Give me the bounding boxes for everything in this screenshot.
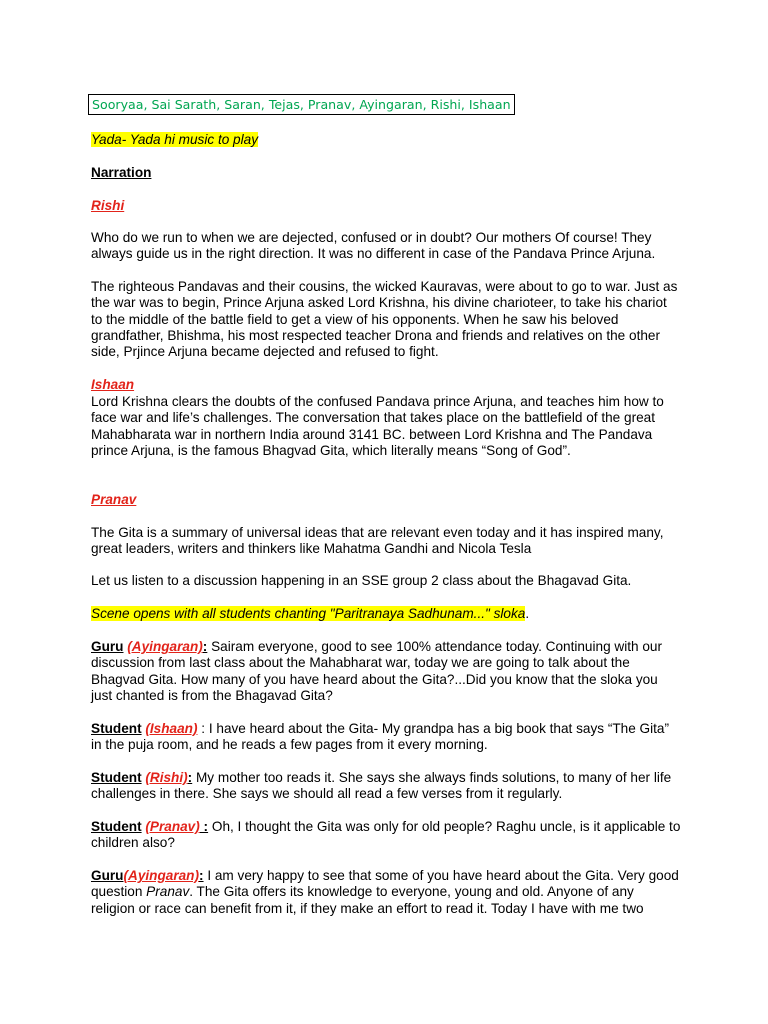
role-label: Student: [91, 770, 142, 785]
speaker-pranav-label: Pranav: [91, 492, 137, 507]
paragraph-pranav-2: Let us listen to a discussion happening in an SSE group 2 class about the Bhagavad Gita.: [91, 573, 632, 588]
paragraph-pranav-1: The Gita is a summary of universal ideas that are relevant even today and it has inspired many, great leaders, writers and thinkers like Mahatma Gandhi and Nicola Tesla: [91, 525, 664, 557]
actor-name: (Pranav): [145, 819, 200, 834]
music-cue: [91, 132, 681, 148]
speaker-ishaan-label: Ishaan: [91, 377, 135, 392]
role-colon: :: [202, 639, 208, 654]
role-colon: :: [187, 770, 193, 785]
role-label: Student: [91, 819, 142, 834]
dialogue-text: : I have heard about the Gita- My grandpa has a big book that says “The Gita” in the puja room, and he reads a few pages from it every morning.: [91, 721, 670, 753]
paragraph-rishi-2: The righteous Pandavas and their cousins, the wicked Kauravas, were about to go to war. Just as the war was to begin, Prince Arjuna asked Lord Krishna, his divine charioteer, to take his chariot to the middle of the battle field to get a view of his opponents. When he saw his beloved grandfather, Bhishma, his most respected teacher Drona and friends and relatives on the other side, Prjince Arjuna became dejected and refused to fight.: [91, 279, 678, 360]
cast-list-box: Sooryaa, Sai Sarath, Saran, Tejas, Pranav, Ayingaran, Rishi, Ishaan: [88, 94, 515, 115]
dialogue-student-ishaan: [91, 721, 681, 754]
narration-heading-text: Narration: [91, 165, 152, 180]
speaker-rishi-label: Rishi: [91, 198, 125, 213]
actor-name: (Rishi): [145, 770, 188, 785]
dialogue-text: Oh, I thought the Gita was only for old people? Raghu uncle, is it applicable to children also?: [91, 819, 681, 851]
paragraph-rishi-1: Who do we run to when we are dejected, confused or in doubt? Our mothers Of course! They always guide us in the right direction. It was no different in case of the Pandava Prince Arjuna.: [91, 230, 656, 262]
scene-cue: [91, 606, 681, 622]
paragraph-ishaan: Lord Krishna clears the doubts of the confused Pandava prince Arjuna, and teaches him how to face war and life’s challenges. The conversation that takes place on the battlefield of the great Mahabharata war in northern India around 3141 BC. between Lord Krishna and The Pandava prince Arjuna, is the famous Bhagvad Gita, which literally means “Song of God”.: [91, 394, 664, 458]
role-colon: :: [199, 819, 209, 834]
role-label: Guru: [91, 868, 124, 883]
dialogue-text: My mother too reads it. She says she always finds solutions, to many of her life challenges in there. She says we should all read a few verses from it regularly.: [91, 770, 672, 802]
role-colon: :: [199, 868, 204, 883]
narration-heading: [91, 165, 681, 181]
speaker-heading-pranav: [91, 492, 681, 508]
dialogue-emphasis: Pranav: [146, 884, 190, 900]
actor-name: (Ishaan): [145, 721, 198, 736]
role-label: Guru: [91, 639, 124, 654]
dialogue-guru-2: [91, 868, 681, 917]
scene-cue-highlight: Scene opens with all students chanting "Paritranaya Sadhunam..." sloka: [91, 606, 526, 621]
speaker-heading-ishaan: [91, 377, 681, 393]
dialogue-guru-1: [91, 639, 681, 704]
speaker-heading-rishi: [91, 198, 681, 214]
actor-name: (Ayingaran): [123, 868, 200, 883]
actor-name: (Ayingaran): [127, 639, 203, 654]
scene-cue-period: .: [525, 606, 530, 621]
music-cue-highlight: Yada- Yada hi music to play: [91, 132, 258, 147]
dialogue-text: I am very happy to see that some of you have heard about the Gita. Very good question: [91, 868, 679, 900]
dialogue-student-rishi: [91, 770, 681, 803]
dialogue-text: Sairam everyone, good to see 100% attendance today. Continuing with our discussion from last class about the Mahabharat war, today we are going to talk about the Bhagvad Gita. How many of you have heard about the Gita?...Did you know that the sloka you just chanted is from the Bhagavad Gita?: [91, 639, 663, 703]
dialogue-text-cont: . The Gita offers its knowledge to everyone, young and old. Anyone of any religion or race can benefit from it, if they make an effort to read it. Today I have with me two: [91, 884, 644, 916]
role-label: Student: [91, 721, 142, 736]
dialogue-student-pranav: [91, 819, 681, 852]
